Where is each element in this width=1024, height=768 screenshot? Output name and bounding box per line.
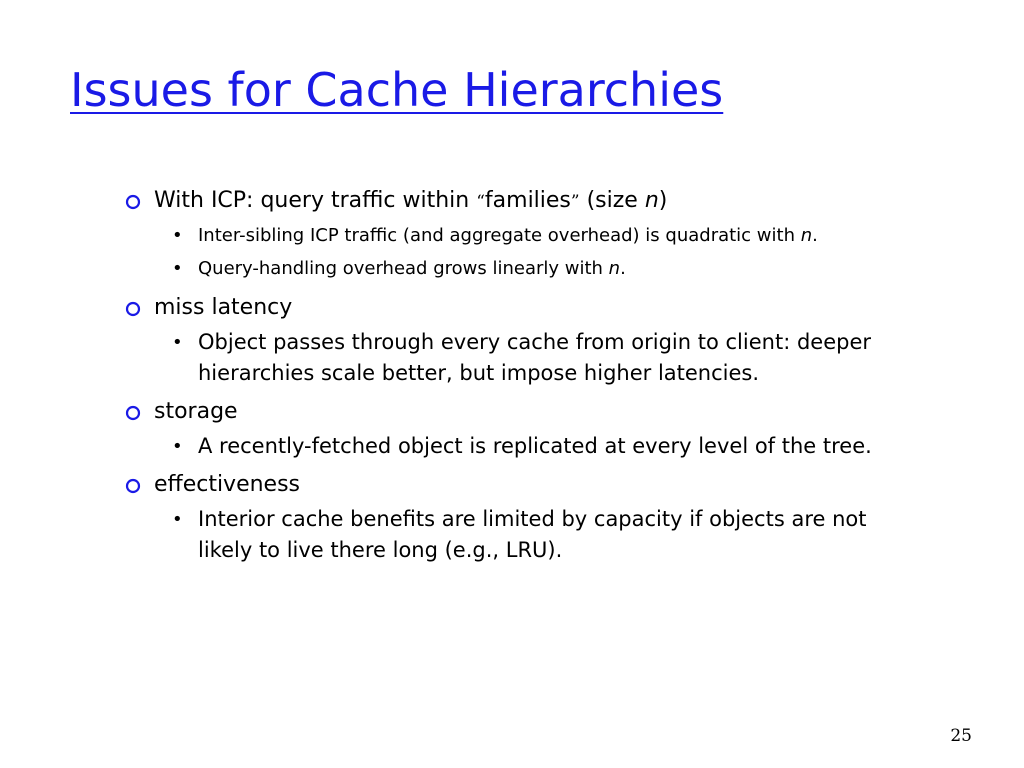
italic-variable: n — [644, 188, 659, 213]
sub-bullet-text: Object passes through every cache from origin to client: deeper hierarchies scale better, but impose higher latencies. — [198, 330, 871, 385]
italic-variable: n — [608, 258, 621, 279]
dot-bullet-icon: • — [172, 332, 183, 353]
bullet-item-effectiveness — [120, 468, 910, 502]
sub-bullet-item — [120, 327, 910, 389]
dot-bullet-icon: • — [172, 258, 183, 279]
page-number: 25 — [950, 726, 972, 746]
sub-bullet-text — [198, 254, 910, 283]
dot-bullet-icon: • — [172, 436, 183, 457]
italic-variable: n — [800, 225, 813, 246]
hollow-circle-bullet-icon — [124, 300, 142, 318]
sub-bullet-text — [198, 221, 910, 250]
bullet-item-icp — [120, 184, 910, 219]
bullet-text-part: families — [484, 188, 571, 213]
bullet-list — [120, 184, 910, 570]
bullet-text-part: ) — [658, 188, 668, 213]
dot-bullet-icon: • — [172, 225, 183, 246]
sub-bullet-text: A recently-fetched object is replicated at every level of the tree. — [198, 434, 872, 458]
bullet-text-part: (size — [579, 188, 645, 213]
sub-bullet-text-part: Inter-sibling ICP traffic (and aggregate overhead) is quadratic with — [198, 225, 801, 246]
bullet-text: effectiveness — [154, 472, 301, 497]
sub-bullet-text-part: . — [812, 225, 818, 246]
bullet-text-part: With ICP: query traffic within — [154, 188, 477, 213]
hollow-circle-bullet-icon — [124, 193, 142, 211]
hollow-circle-bullet-icon — [124, 477, 142, 495]
hollow-circle-bullet-icon — [124, 404, 142, 422]
sub-bullet-text: Interior cache benefits are limited by capacity if objects are not likely to live there long (e.g., LRU). — [198, 507, 867, 562]
sub-bullet-item — [120, 504, 910, 566]
bullet-text: storage — [154, 399, 238, 424]
bullet-item-storage — [120, 395, 910, 429]
sub-bullet-item — [120, 221, 910, 250]
sub-bullet-text-part: Query-handling overhead grows linearly with — [198, 258, 609, 279]
bullet-text: miss latency — [154, 295, 293, 320]
open-quote: “ — [476, 192, 485, 212]
close-quote: ” — [570, 192, 580, 212]
slide-title: Issues for Cache Hierarchies — [70, 63, 724, 117]
bullet-text — [154, 188, 667, 213]
sub-bullet-item — [120, 254, 910, 283]
bullet-item-miss-latency — [120, 291, 910, 325]
sub-bullet-text-part: . — [620, 258, 626, 279]
dot-bullet-icon: • — [172, 509, 183, 530]
sub-bullet-item — [120, 431, 910, 462]
